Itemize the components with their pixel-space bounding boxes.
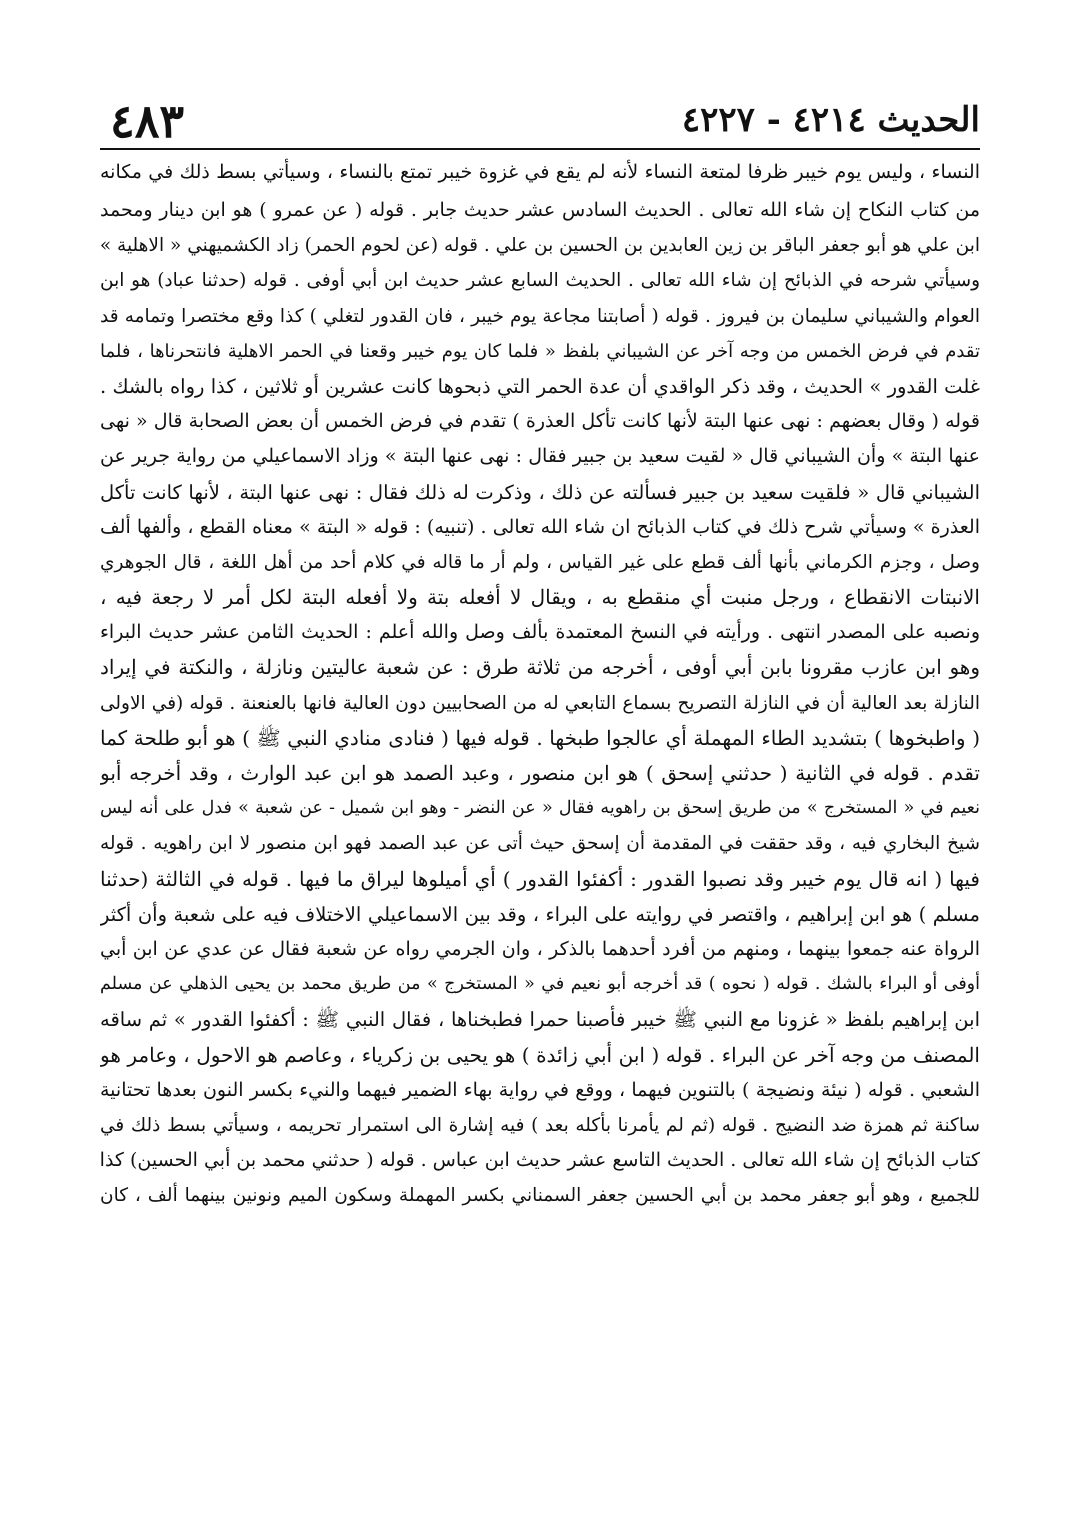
text-line: شيخ البخاري فيه ، وقد حققت في المقدمة أن إسحق حيث أتى عن عبد الصمد فهو ابن منصور لا ابن راهويه . قوله	[100, 833, 980, 855]
text-line: وصل ، وجزم الكرماني بأنها ألف قطع على غير القياس ، ولم أر ما قاله في كلام أحد من أهل اللغة ، قال الجوهري	[100, 551, 980, 573]
body-text	[100, 152, 980, 1213]
text-line: المصنف من وجه آخر عن البراء . قوله ( ابن أبي زائدة ) هو يحيى بن زكرياء ، وعاصم هو الاحول ، وعامر هو	[100, 1042, 980, 1067]
text-line: نعيم في « المستخرج » من طريق إسحق بن راهويه فقال « عن النضر - وهو ابن شميل - عن شعبة » فدل على أنه ليس	[100, 798, 980, 819]
text-line: العوام والشيباني سليمان بن فيروز . قوله ( أصابتنا مجاعة يوم خيبر ، فان القدور لتغلي ) كذا وقع مختصرا وتمامه قد	[100, 305, 980, 327]
text-line: ابن إبراهيم بلفظ « غزونا مع النبي ﷺ خيبر فأصبنا حمرا فطبخناها ، فقال النبي ﷺ : أكفئوا القدور » ثم ساقه	[100, 1008, 980, 1032]
text-line: الشعبي . قوله ( نيئة ونضيجة ) بالتنوين فيهما ، ووقع في رواية بهاء الضمير فيهما والنيء بكسر النون بعدها تحتانية	[100, 1078, 980, 1101]
page-number: ٤٨٣	[110, 94, 185, 148]
text-line: قوله ( وقال بعضهم : نهى عنها البتة لأنها كانت تأكل العذرة ) تقدم في فرض الخمس أن بعض الصحابة قال « نهى	[100, 410, 980, 433]
text-line: النساء ، وليس يوم خيبر ظرفا لمتعة النساء لأنه لم يقع في غزوة خيبر تمتع بالنساء ، وسيأتي بسط ذلك في مكانه	[100, 161, 980, 183]
text-line: ونصبه على المصدر انتهى . ورأيته في النسخ المعتمدة بألف وصل والله أعلم : الحديث الثامن عشر حديث البراء	[100, 621, 980, 644]
text-line: ( واطبخوها ) بتشديد الطاء المهملة أي عالجوا طبخها . قوله فيها ( فنادى منادي النبي ﷺ ) هو أبو طلحة كما	[100, 725, 980, 750]
text-line: ساكنة ثم همزة ضد النضيج . قوله (ثم لم يأمرنا بأكله بعد ) فيه إشارة الى استمرار تحريمه ، وسيأتي بسط ذلك في	[100, 1114, 980, 1136]
page-header	[100, 96, 980, 146]
text-line: النازلة بعد العالية أن في النازلة التصريح بسماع التابعي له من الصحابيين دون العالية فانها بالعنعنة . قوله (في الاولى	[100, 692, 980, 714]
text-line: الرواة عنه جمعوا بينهما ، ومنهم من أفرد أحدهما بالذكر ، وان الجرمي رواه عن شعبة فقال عن عدي عن ابن أبي	[100, 937, 980, 960]
text-line: عنها البتة » وأن الشيباني قال « لقيت سعيد بن جبير فقال : نهى عنها البتة » وزاد الاسماعيلي من رواية جرير عن	[100, 445, 980, 468]
text-line: العذرة » وسيأتي شرح ذلك في كتاب الذبائح ان شاء الله تعالى . (تنبيه) : قوله « البتة » معناه القطع ، وألفها ألف	[100, 515, 980, 538]
text-line: ابن علي هو أبو جعفر الباقر بن زين العابدين بن الحسين بن علي . قوله (عن لحوم الحمر) زاد الكشميهني « الاهلية »	[100, 235, 980, 257]
text-line: وهو ابن عازب مقرونا بابن أبي أوفى ، أخرجه من ثلاثة طرق : عن شعبة عاليتين ونازلة ، والنكتة في إيراد	[100, 655, 980, 680]
text-line: فيها ( انه قال يوم خيبر وقد نصبوا القدور : أكفئوا القدور ) أي أميلوها ليراق ما فيها . قوله في الثالثة (حدثنا	[100, 866, 980, 891]
text-line: غلت القدور » الحديث ، وقد ذكر الواقدي أن عدة الحمر التي ذبحوها كانت عشرين أو ثلاثين ، كذا رواه بالشك .	[100, 374, 980, 398]
text-line: تقدم في فرض الخمس من وجه آخر عن الشيباني بلفظ « فلما كان يوم خيبر وقعنا في الحمر الاهلية فانتحرناها ، فلما	[100, 340, 980, 362]
text-line: مسلم ) هو ابن إبراهيم ، واقتصر في روايته على البراء ، وقد بين الاسماعيلي الاختلاف فيه على شعبة وأن أكثر	[100, 902, 980, 926]
text-line: للجميع ، وهو أبو جعفر محمد بن أبي الحسين جعفر السمناني بكسر المهملة وسكون الميم ونونين بينهما ألف ، كان	[100, 1185, 980, 1207]
text-line: كتاب الذبائح إن شاء الله تعالى . الحديث التاسع عشر حديث ابن عباس . قوله ( حدثني محمد بن أبي الحسين) كذا	[100, 1149, 980, 1172]
text-line: من كتاب النكاح إن شاء الله تعالى . الحديث السادس عشر حديث جابر . قوله ( عن عمرو ) هو ابن دينار ومحمد	[100, 199, 980, 221]
text-line: تقدم . قوله في الثانية ( حدثني إسحق ) هو ابن منصور ، وعبد الصمد هو ابن عبد الوارث ، وقد أخرجه أبو	[100, 761, 980, 785]
text-line: الشيباني قال « فلقيت سعيد بن جبير فسألته عن ذلك ، وذكرت له ذلك فقال : نهى عنها البتة ، لأنها كانت تأكل	[100, 480, 980, 504]
running-head-title: الحديث ٤٢١٤ - ٤٢٢٧	[681, 100, 980, 140]
header-rule	[100, 148, 980, 150]
text-line: أوفى أو البراء بالشك . قوله ( نحوه ) قد أخرجه أبو نعيم في « المستخرج » من طريق محمد بن يحيى الذهلي عن مسلم	[100, 974, 980, 995]
text-line: وسيأتي شرحه في الذبائح إن شاء الله تعالى . الحديث السابع عشر حديث ابن أبي أوفى . قوله (حدثنا عباد) هو ابن	[100, 270, 980, 292]
text-line: الانبتات الانقطاع ، ورجل منبت أي منقطع به ، ويقال لا أفعله بتة ولا أفعله البتة لكل أمر لا رجعة فيه ،	[100, 585, 980, 610]
